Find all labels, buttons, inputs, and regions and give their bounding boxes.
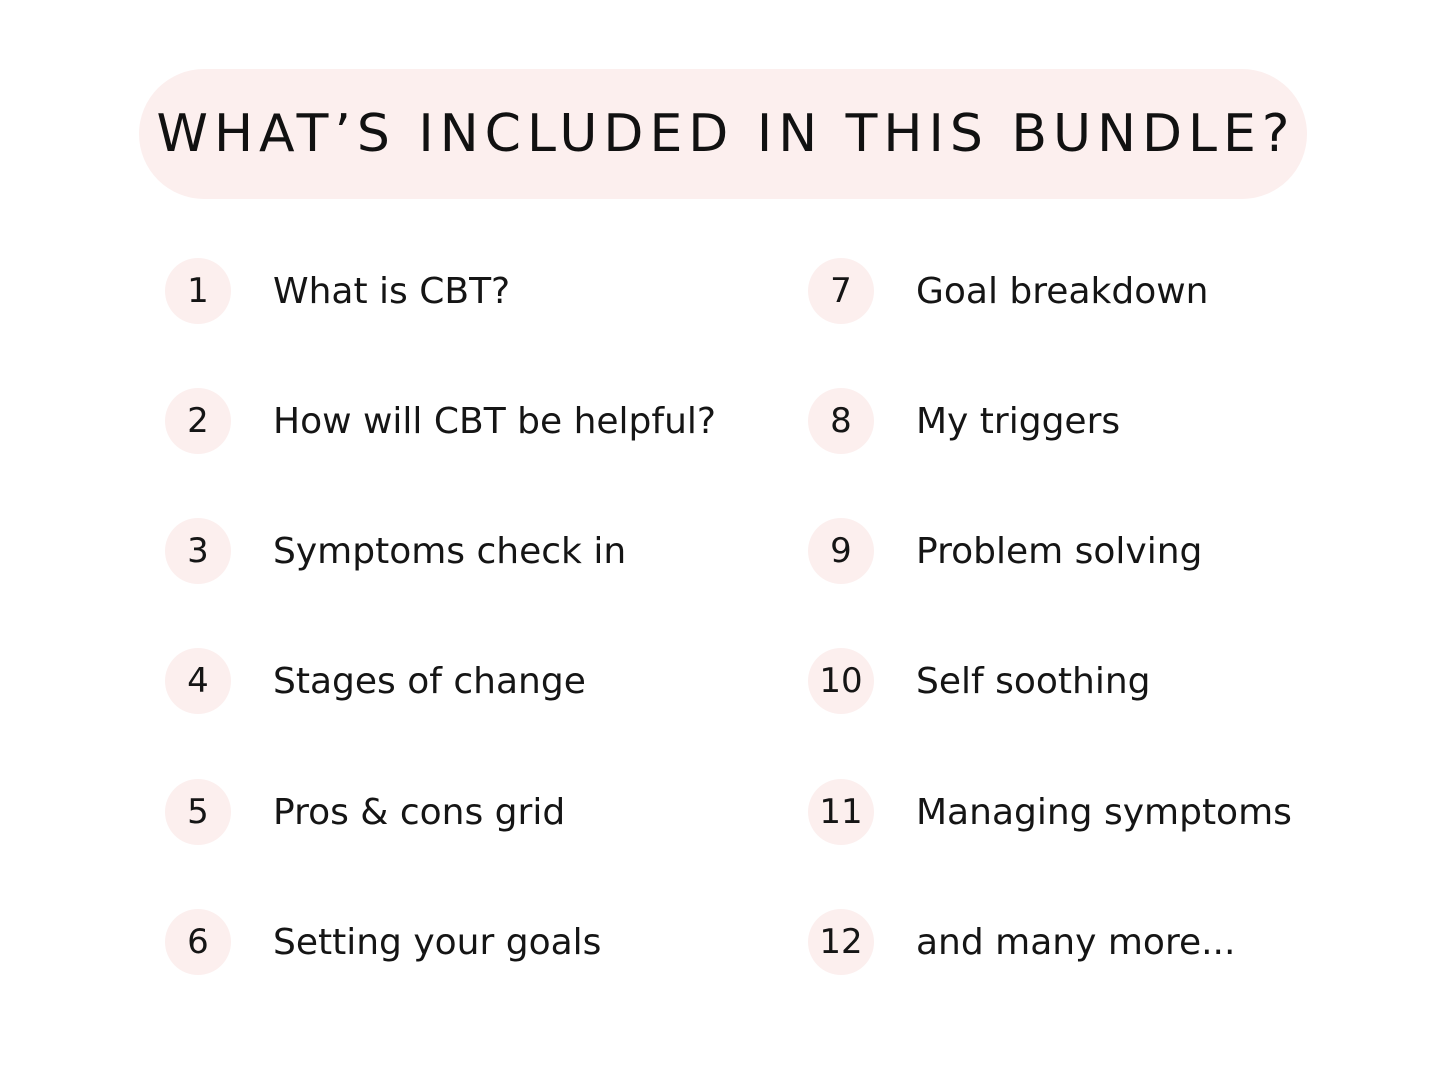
item-number: 11: [819, 792, 863, 832]
number-badge: [165, 258, 231, 324]
number-badge: [165, 518, 231, 584]
item-number: 7: [830, 271, 852, 311]
item-label: and many more...: [916, 921, 1236, 963]
item-number: 1: [187, 271, 209, 311]
item-number: 2: [187, 401, 209, 441]
item-label: Goal breakdown: [916, 270, 1209, 312]
number-badge: [808, 388, 874, 454]
item-label: Pros & cons grid: [273, 791, 566, 833]
list-item: [165, 388, 785, 454]
number-badge: [808, 909, 874, 975]
item-number: 12: [819, 922, 863, 962]
item-label: My triggers: [916, 400, 1121, 442]
list-item: [165, 909, 785, 975]
item-number: 4: [187, 661, 209, 701]
number-badge: [808, 518, 874, 584]
item-label: Symptoms check in: [273, 530, 627, 572]
number-badge: [808, 779, 874, 845]
item-number: 3: [187, 531, 209, 571]
item-number: 6: [187, 922, 209, 962]
list-item: [808, 909, 1428, 975]
list-item: [808, 258, 1428, 324]
item-number: 8: [830, 401, 852, 441]
list-item: [808, 648, 1428, 714]
item-number: 5: [187, 792, 209, 832]
item-label: Setting your goals: [273, 921, 602, 963]
left-item-list: [165, 0, 785, 1084]
item-number: 9: [830, 531, 852, 571]
number-badge: [165, 648, 231, 714]
number-badge: [808, 648, 874, 714]
number-badge: [165, 388, 231, 454]
number-badge: [165, 909, 231, 975]
number-badge: [808, 258, 874, 324]
list-item: [165, 648, 785, 714]
item-label: Problem solving: [916, 530, 1203, 572]
list-item: [808, 518, 1428, 584]
item-label: What is CBT?: [273, 270, 511, 312]
item-label: Self soothing: [916, 660, 1151, 702]
item-label: Stages of change: [273, 660, 586, 702]
page-title: WHAT’S INCLUDED IN THIS BUNDLE?: [156, 104, 1296, 164]
list-item: [165, 518, 785, 584]
list-item: [165, 779, 785, 845]
list-item: [808, 388, 1428, 454]
right-item-list: [808, 0, 1428, 1084]
list-item: [165, 258, 785, 324]
list-item: [808, 779, 1428, 845]
item-label: How will CBT be helpful?: [273, 400, 717, 442]
number-badge: [165, 779, 231, 845]
item-number: 10: [819, 661, 863, 701]
item-label: Managing symptoms: [916, 791, 1292, 833]
